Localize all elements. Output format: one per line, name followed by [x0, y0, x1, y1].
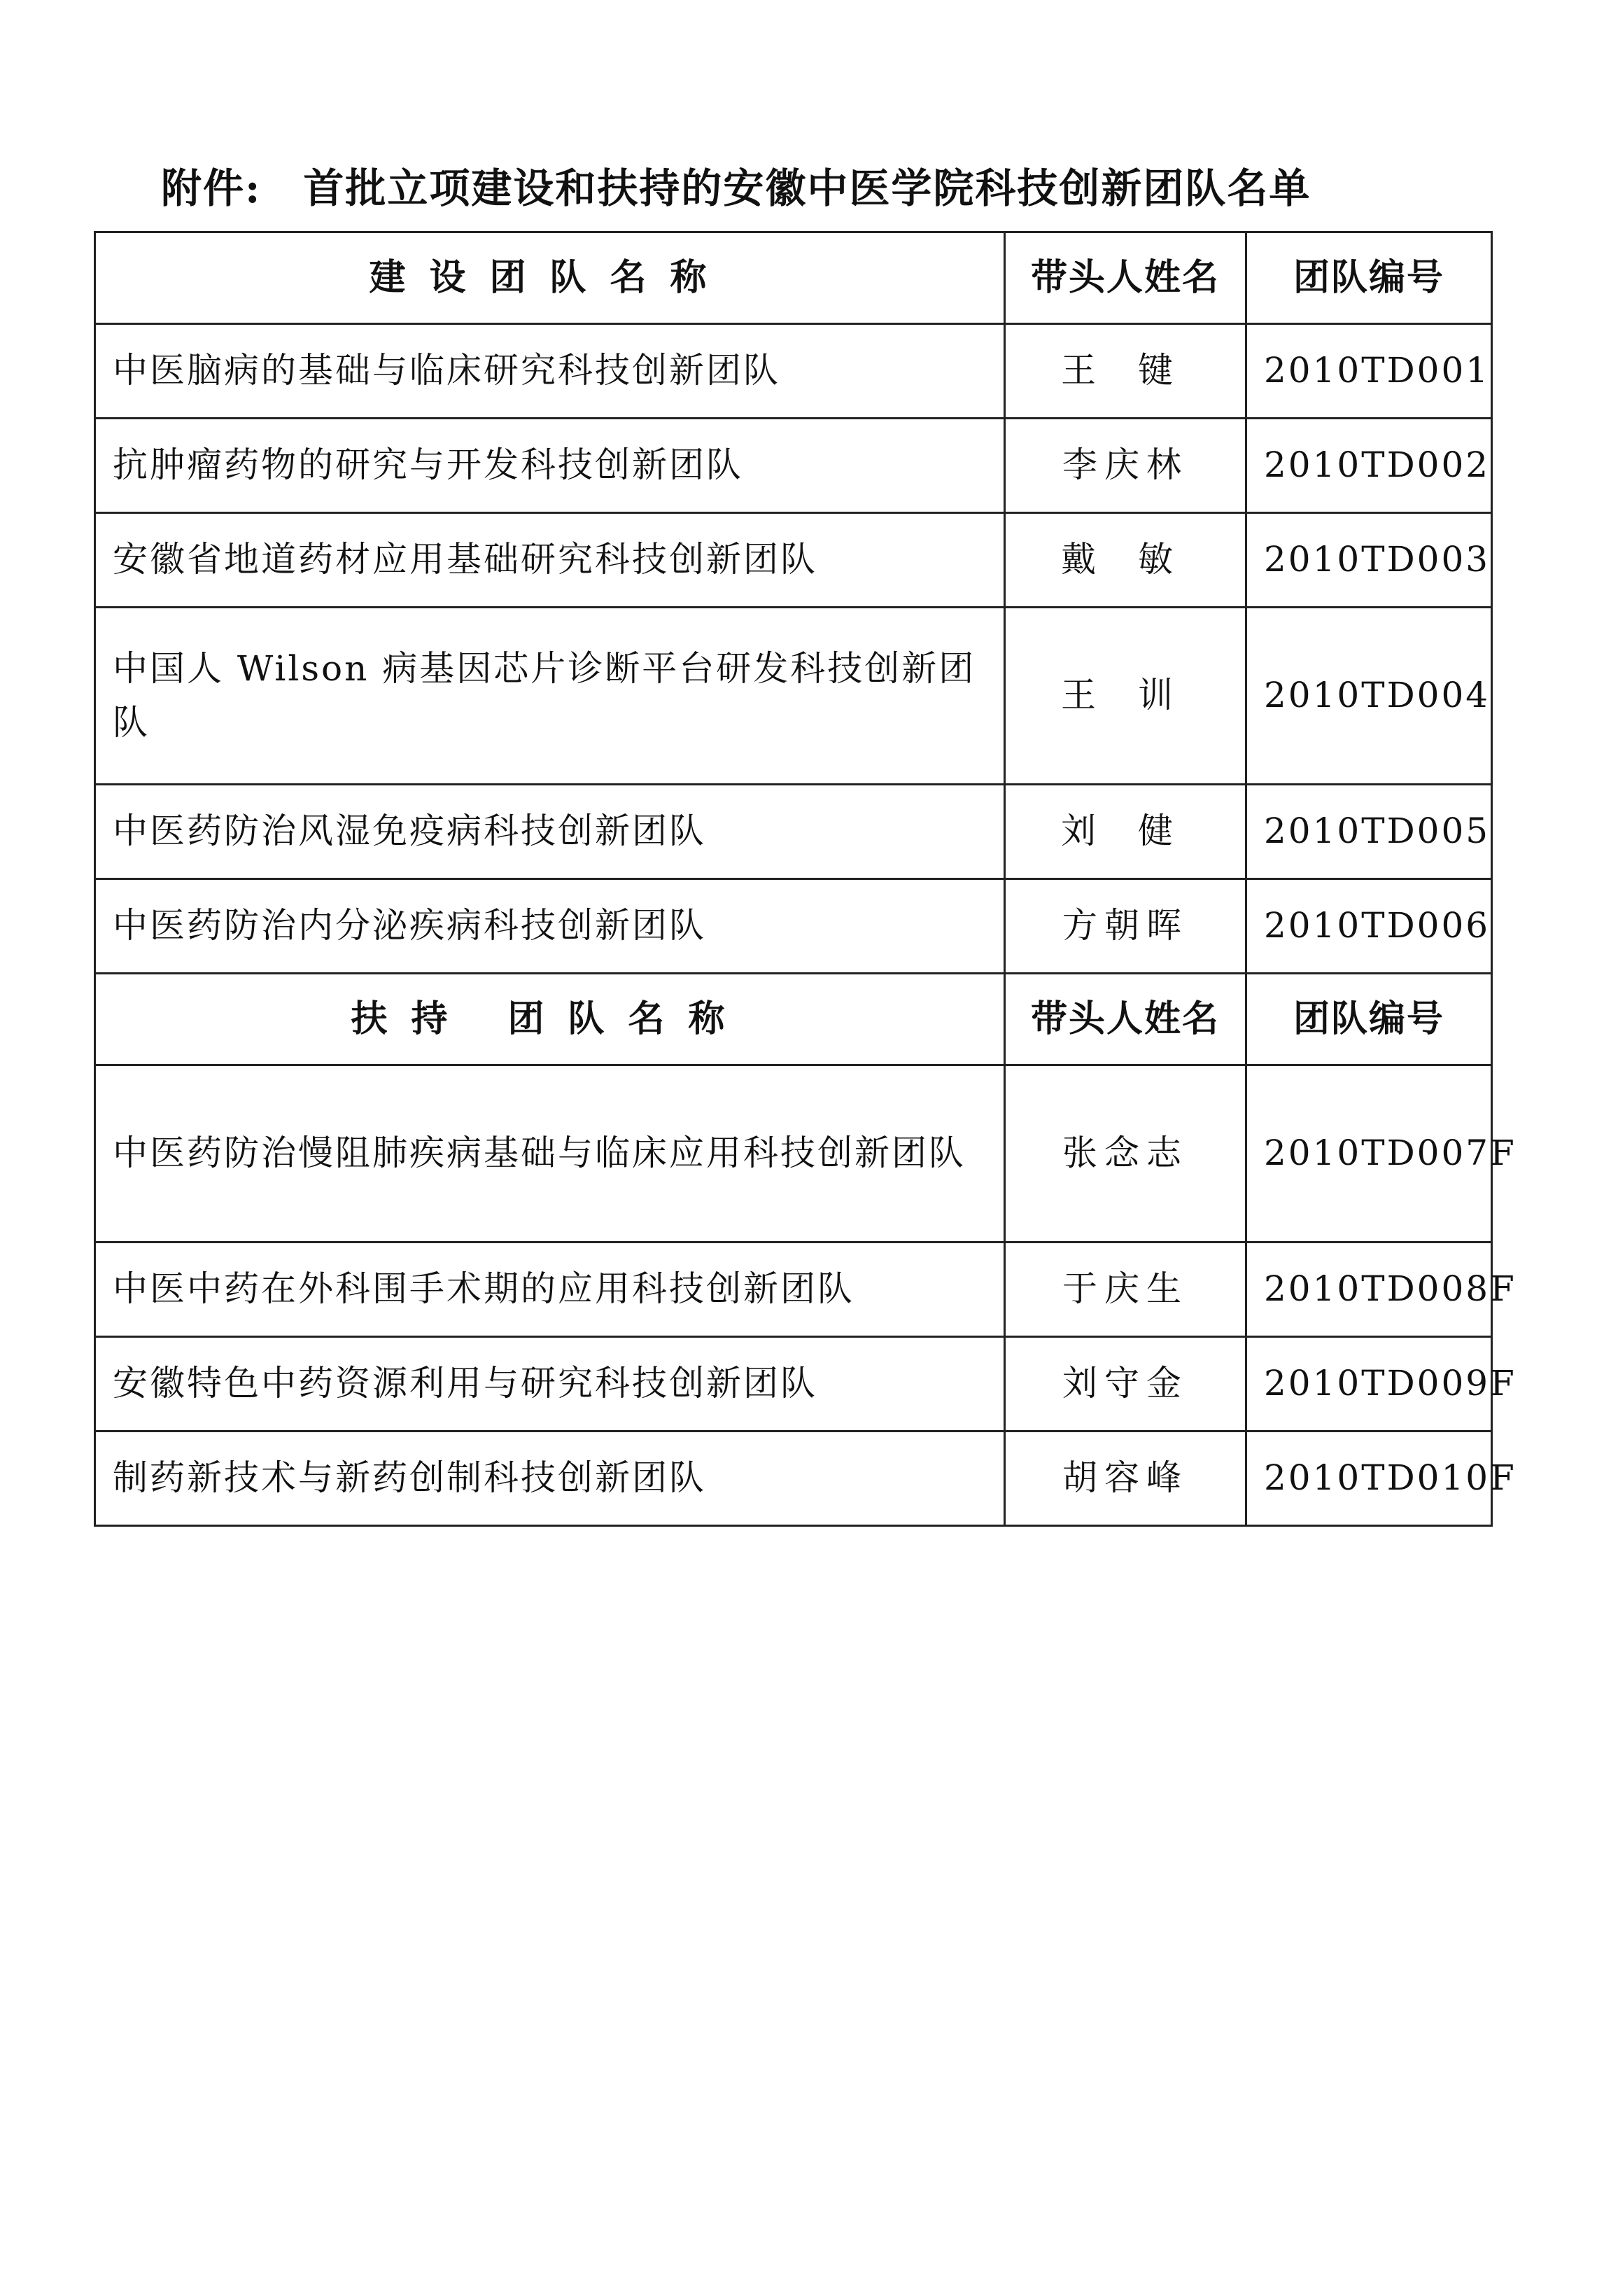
team-code: 2010TD006: [1246, 879, 1492, 974]
team-name: 抗肿瘤药物的研究与开发科技创新团队: [95, 419, 1005, 513]
construction-header-name: 建设团队名称: [95, 232, 1005, 324]
team-name: 中医脑病的基础与临床研究科技创新团队: [95, 324, 1005, 419]
team-leader: 胡容峰: [1005, 1432, 1246, 1526]
team-leader: 刘守金: [1005, 1337, 1246, 1432]
table-row: [95, 324, 1492, 419]
document-title: [161, 155, 1311, 214]
team-leader: 王训: [1005, 608, 1246, 785]
team-name: 安徽省地道药材应用基础研究科技创新团队: [95, 513, 1005, 608]
table-row: [95, 785, 1492, 879]
attachment-label: 附件:: [161, 164, 262, 212]
team-name: 安徽特色中药资源利用与研究科技创新团队: [95, 1337, 1005, 1432]
team-leader: 李庆林: [1005, 419, 1246, 513]
team-code: 2010TD004: [1246, 608, 1492, 785]
team-leader: 戴敏: [1005, 513, 1246, 608]
team-code: 2010TD008F: [1246, 1242, 1492, 1337]
construction-header-leader: 带头人姓名: [1005, 232, 1246, 324]
support-header-leader: 带头人姓名: [1005, 974, 1246, 1065]
table-row: [95, 1337, 1492, 1432]
team-code: 2010TD005: [1246, 785, 1492, 879]
team-leader: 于庆生: [1005, 1242, 1246, 1337]
table-row: [95, 513, 1492, 608]
team-leader: 方朝晖: [1005, 879, 1246, 974]
table-row: [95, 1242, 1492, 1337]
team-code: 2010TD001: [1246, 324, 1492, 419]
team-name: 中医药防治内分泌疾病科技创新团队: [95, 879, 1005, 974]
team-leader: 刘健: [1005, 785, 1246, 879]
table-row: [95, 1432, 1492, 1526]
table-row: [95, 1065, 1492, 1242]
team-leader: 王键: [1005, 324, 1246, 419]
team-code: 2010TD003: [1246, 513, 1492, 608]
team-roster-table: [94, 231, 1517, 1527]
title-text: 首批立项建设和扶持的安徽中医学院科技创新团队名单: [303, 164, 1311, 212]
table-row: [95, 608, 1492, 785]
team-name: 中国人 Wilson 病基因芯片诊断平台研发科技创新团队: [95, 608, 1005, 785]
team-name: 中医药防治慢阻肺疾病基础与临床应用科技创新团队: [95, 1065, 1005, 1242]
construction-header-code: 团队编号: [1246, 232, 1492, 324]
support-header-name: 扶持 团队名称: [95, 974, 1005, 1065]
team-code: 2010TD010F: [1246, 1432, 1492, 1526]
support-header-row: [95, 974, 1492, 1065]
construction-header-row: [95, 232, 1492, 324]
team-code: 2010TD002: [1246, 419, 1492, 513]
table-row: [95, 879, 1492, 974]
table-row: [95, 419, 1492, 513]
support-header-code: 团队编号: [1246, 974, 1492, 1065]
team-code: 2010TD007F: [1246, 1065, 1492, 1242]
team-name: 中医药防治风湿免疫病科技创新团队: [95, 785, 1005, 879]
team-name: 中医中药在外科围手术期的应用科技创新团队: [95, 1242, 1005, 1337]
team-code: 2010TD009F: [1246, 1337, 1492, 1432]
team-name: 制药新技术与新药创制科技创新团队: [95, 1432, 1005, 1526]
team-leader: 张念志: [1005, 1065, 1246, 1242]
